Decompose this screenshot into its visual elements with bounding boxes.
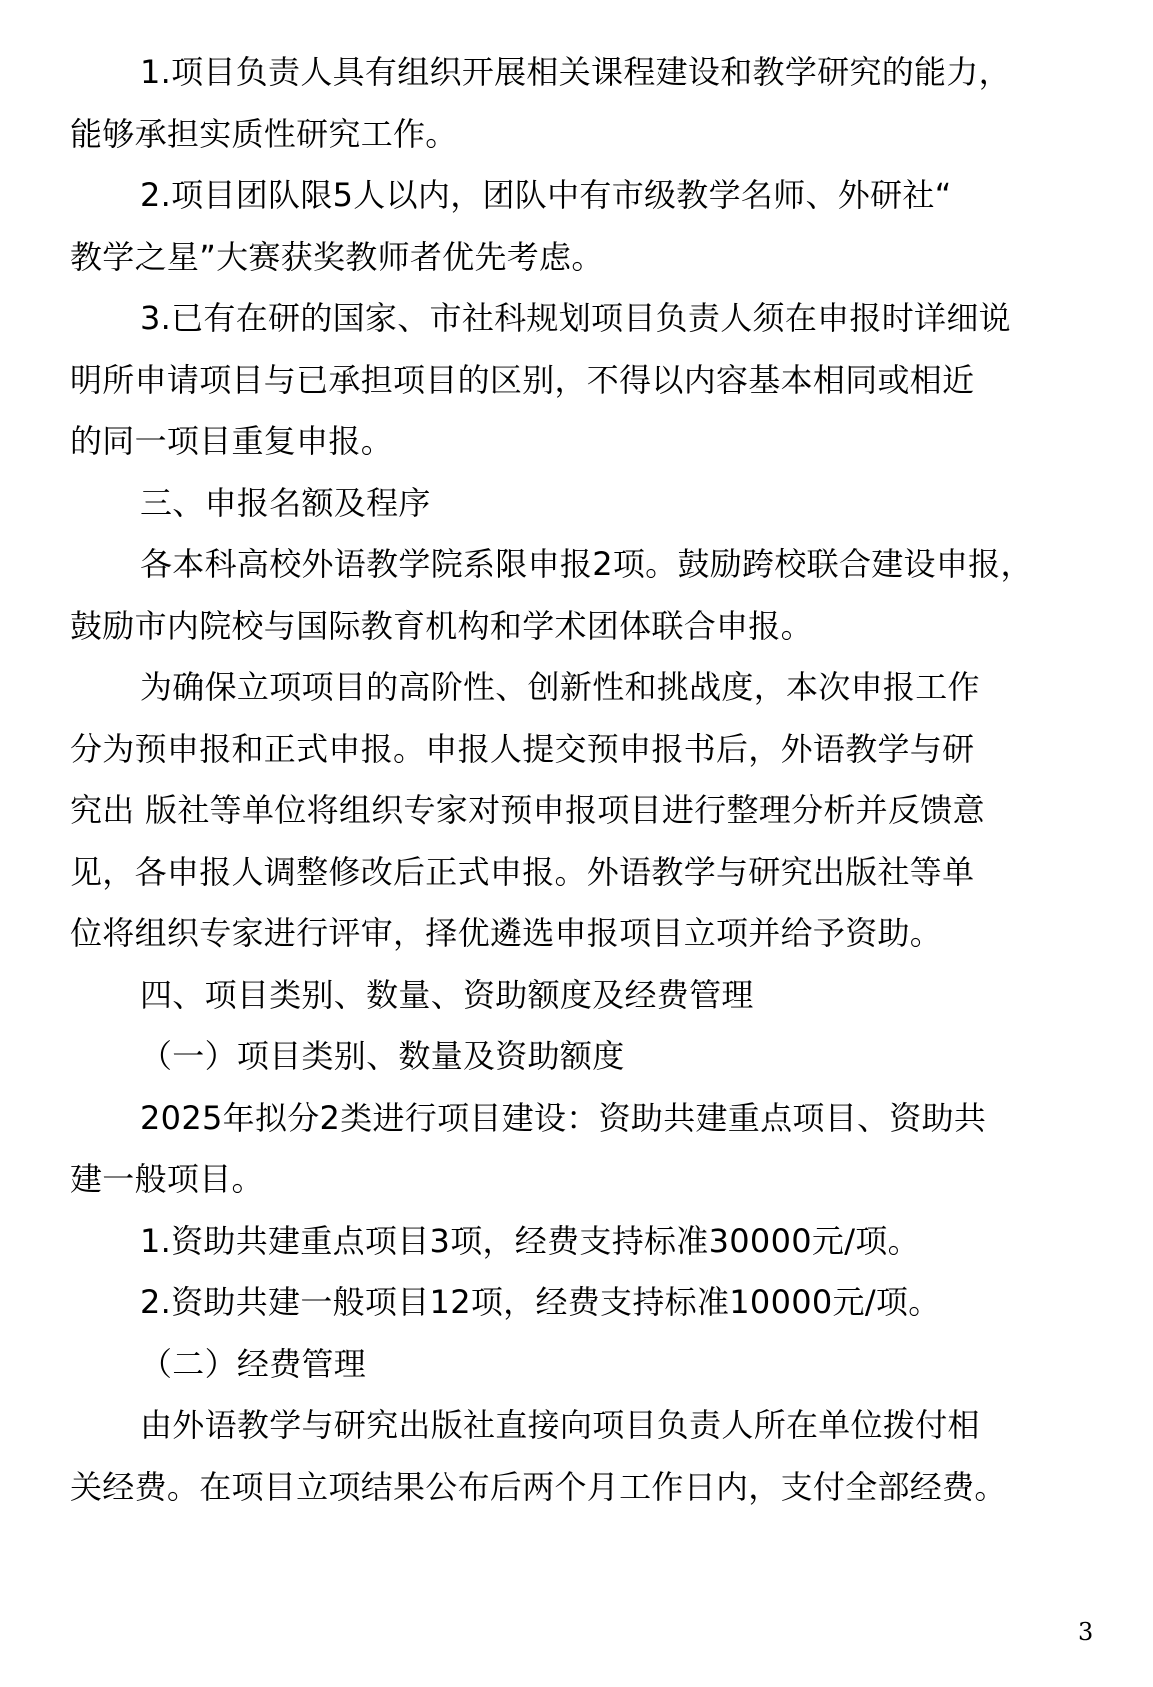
paragraph-line: 关经费。在项目立项结果公布后两个月工作日内，支付全部经费。 bbox=[70, 1468, 1007, 1506]
section-heading: 三、申报名额及程序 bbox=[140, 484, 431, 522]
paragraph-line: 为确保立项项目的高阶性、创新性和挑战度，本次申报工作 bbox=[140, 668, 980, 706]
paragraph-line: 见，各申报人调整修改后正式申报。外语教学与研究出版社等单 bbox=[70, 853, 975, 891]
paragraph-line: 位将组织专家进行评审，择优遴选申报项目立项并给予资助。 bbox=[70, 914, 943, 952]
subsection-heading: （一）项目类别、数量及资助额度 bbox=[140, 1037, 625, 1075]
paragraph-line: 明所申请项目与已承担项目的区别，不得以内容基本相同或相近 bbox=[70, 361, 975, 399]
subsection-heading: （二）经费管理 bbox=[140, 1345, 367, 1383]
paragraph-line: 1.项目负责人具有组织开展相关课程建设和教学研究的能力， bbox=[140, 53, 1011, 91]
paragraph-line: 的同一项目重复申报。 bbox=[70, 422, 394, 460]
paragraph-line: 2025年拟分2类进行项目建设：资助共建重点项目、资助共 bbox=[140, 1099, 987, 1137]
paragraph-line: 建一般项目。 bbox=[70, 1160, 264, 1198]
paragraph-line: 鼓励市内院校与国际教育机构和学术团体联合申报。 bbox=[70, 607, 813, 645]
paragraph-line: 由外语教学与研究出版社直接向项目负责人所在单位拨付相 bbox=[140, 1406, 980, 1444]
paragraph-line: 2.资助共建一般项目12项，经费支持标准10000元/项。 bbox=[140, 1283, 941, 1321]
page-number: 3 bbox=[1078, 1618, 1094, 1646]
paragraph-line: 教学之星”大赛获奖教师者优先考虑。 bbox=[70, 238, 604, 276]
paragraph-line: 各本科高校外语教学院系限申报2项。鼓励跨校联合建设申报， bbox=[140, 545, 1033, 583]
paragraph-line: 1.资助共建重点项目3项，经费支持标准30000元/项。 bbox=[140, 1222, 920, 1260]
paragraph-line: 2.项目团队限5人以内，团队中有市级教学名师、外研社“ bbox=[140, 176, 952, 214]
section-heading: 四、项目类别、数量、资助额度及经费管理 bbox=[140, 976, 754, 1014]
paragraph-line: 究出 版社等单位将组织专家对预申报项目进行整理分析并反馈意 bbox=[70, 791, 985, 829]
paragraph-line: 3.已有在研的国家、市社科规划项目负责人须在申报时详细说 bbox=[140, 299, 1011, 337]
paragraph-line: 能够承担实质性研究工作。 bbox=[70, 115, 458, 153]
paragraph-line: 分为预申报和正式申报。申报人提交预申报书后，外语教学与研 bbox=[70, 730, 975, 768]
